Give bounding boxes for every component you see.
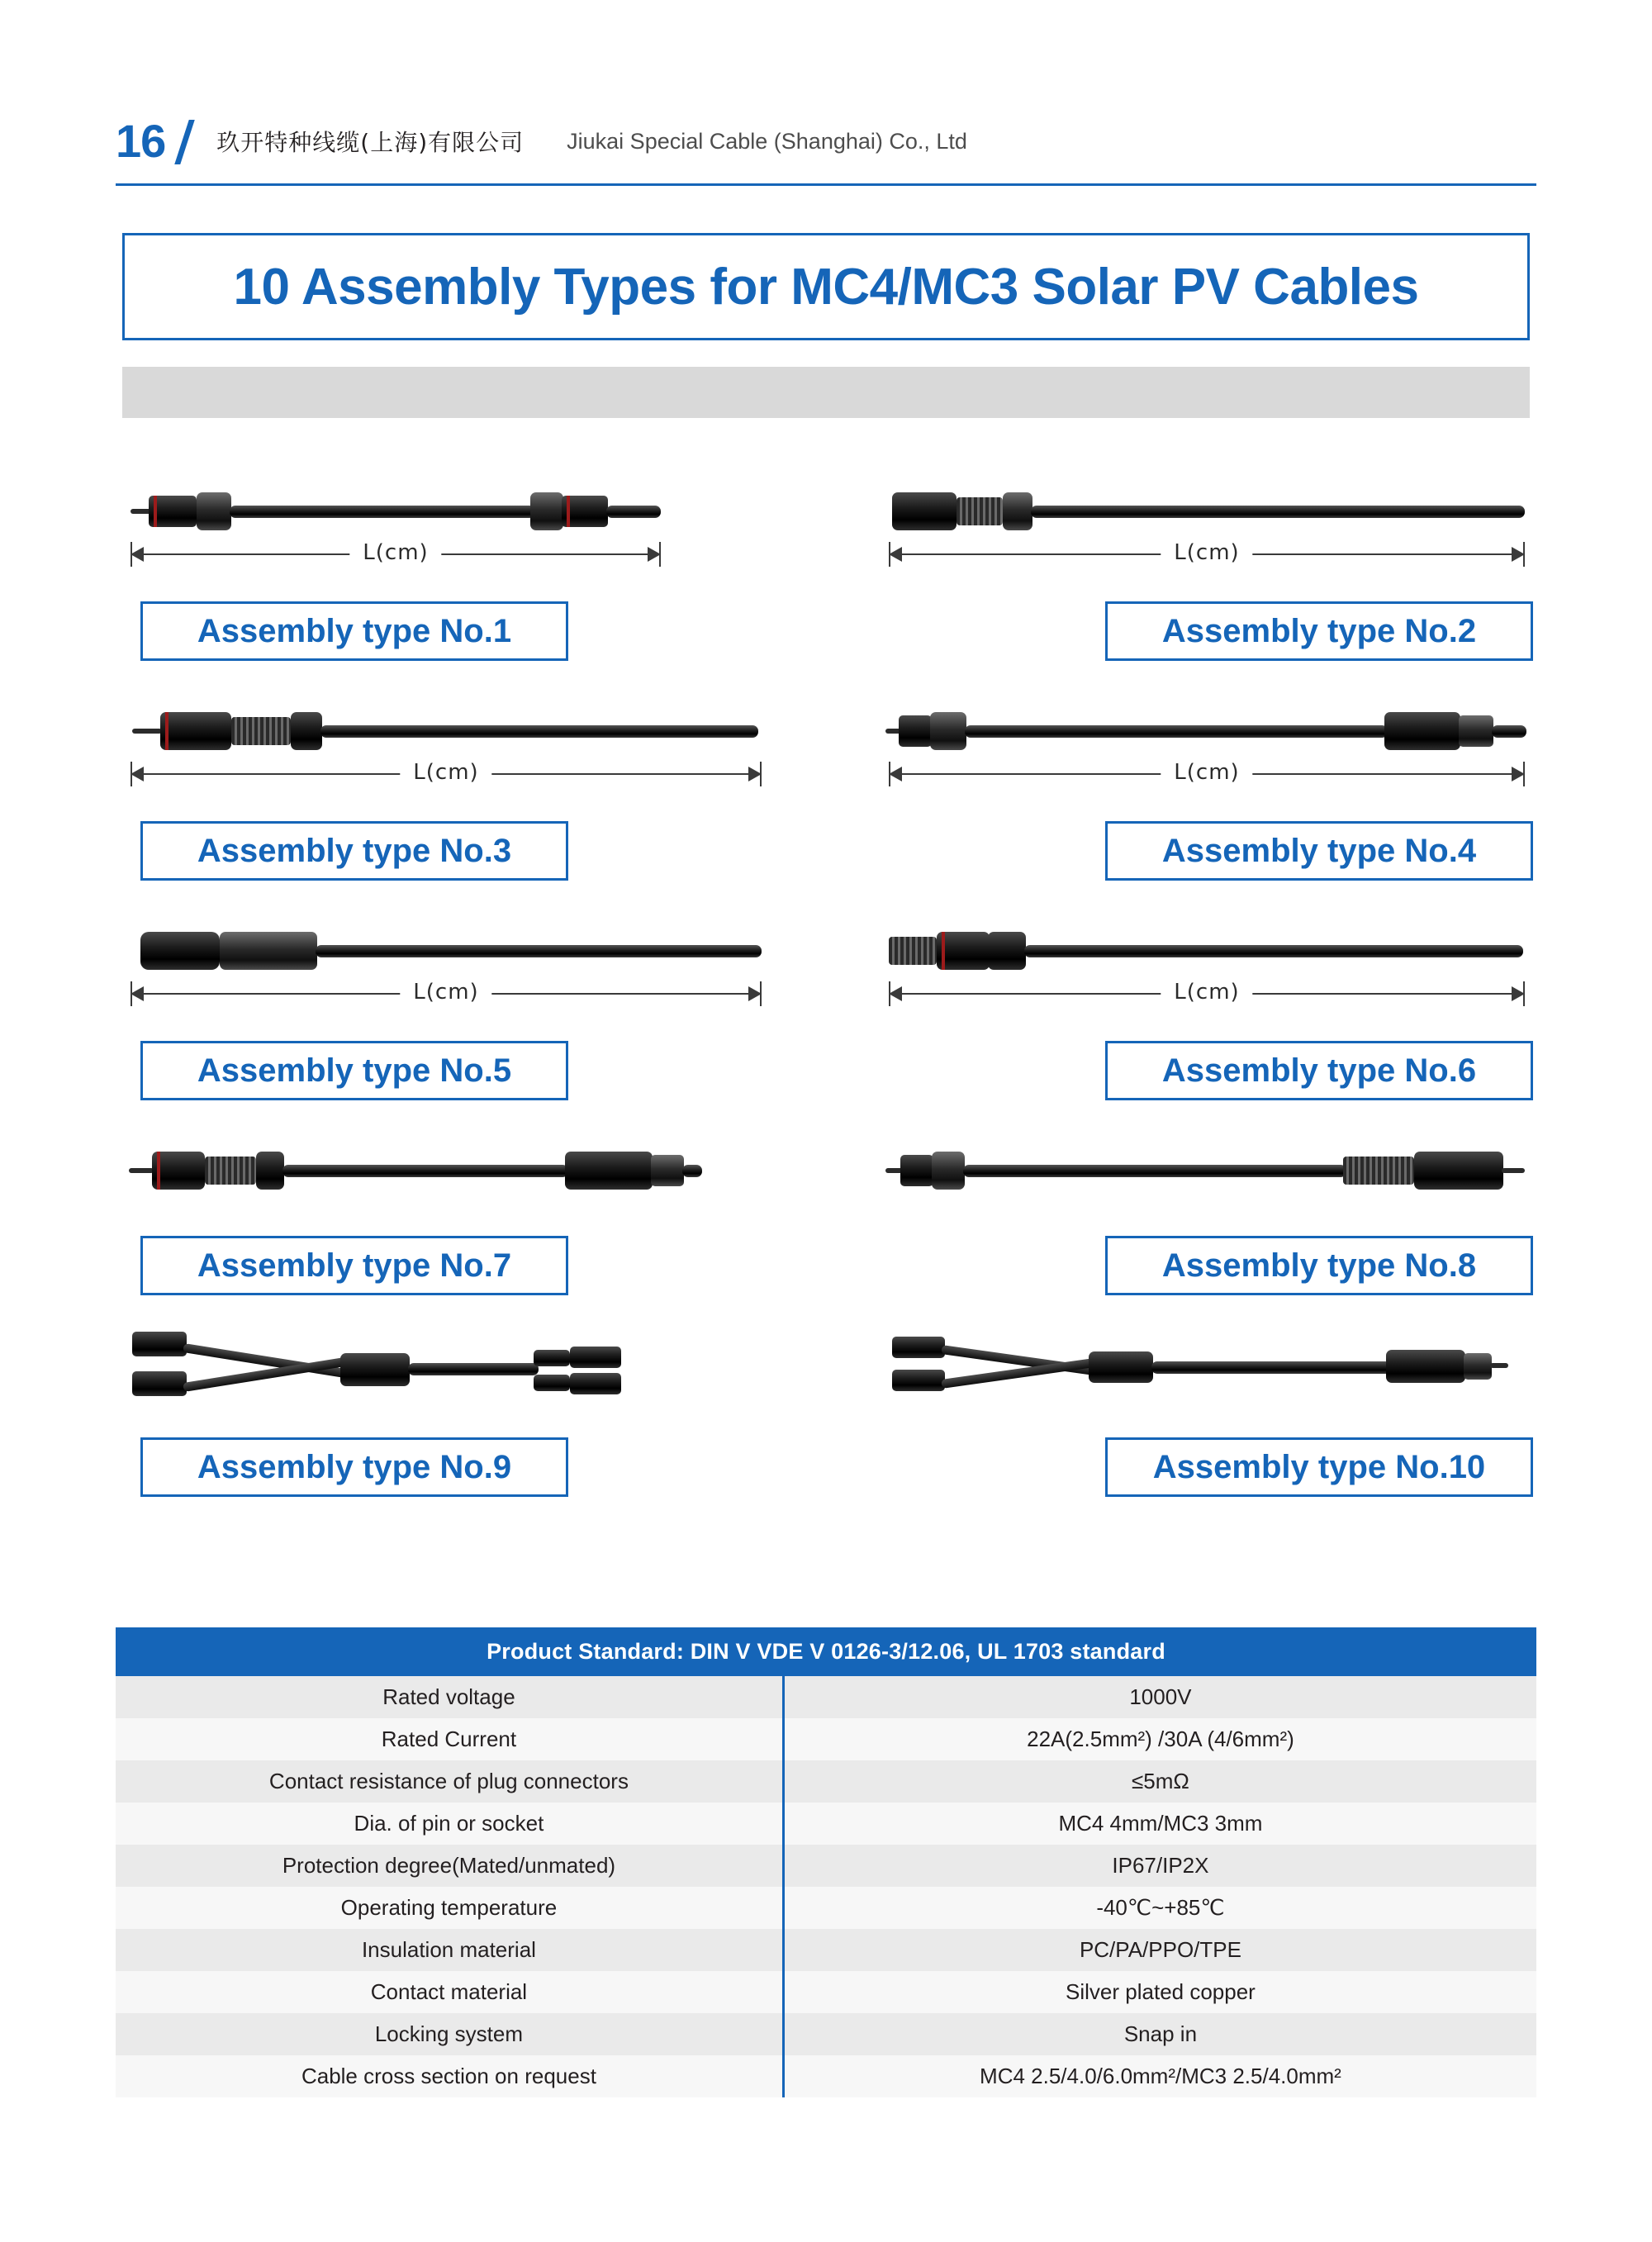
spec-param: Dia. of pin or socket <box>116 1803 783 1845</box>
assembly-cell-6 <box>881 910 1533 1130</box>
spec-param: Rated voltage <box>116 1676 783 1718</box>
assembly-label-5: Assembly type No.5 <box>197 1052 512 1089</box>
page-number: 16 <box>116 115 166 167</box>
assembly-row <box>124 691 1533 910</box>
assembly-cell-9 <box>124 1325 776 1527</box>
spec-param: Operating temperature <box>116 1887 783 1929</box>
assembly-figure-9 <box>124 1325 776 1429</box>
table-header-title: Product Standard: DIN V VDE V 0126-3/12.06, UL 1703 standard <box>116 1627 1536 1676</box>
spec-param: Contact resistance of plug connectors <box>116 1760 783 1803</box>
spec-param: Insulation material <box>116 1929 783 1971</box>
assembly-row <box>124 910 1533 1130</box>
assembly-label-box-5 <box>140 1041 568 1100</box>
dimension-line-1 <box>131 540 661 570</box>
table-row <box>116 2055 1536 2097</box>
dimension-label: L(cm) <box>400 760 491 785</box>
spec-value: Silver plated copper <box>783 1971 1536 2013</box>
spec-param: Protection degree(Mated/unmated) <box>116 1845 783 1887</box>
assembly-label-box-1 <box>140 601 568 661</box>
table-row <box>116 1845 1536 1887</box>
spec-param: Contact material <box>116 1971 783 2013</box>
assembly-figure-3 <box>124 691 776 813</box>
spec-value: MC4 2.5/4.0/6.0mm²/MC3 2.5/4.0mm² <box>783 2055 1536 2097</box>
table-header-row <box>116 1627 1536 1676</box>
table-row <box>116 1887 1536 1929</box>
company-name-cn: 玖开特种线缆(上海)有限公司 <box>216 129 525 156</box>
assembly-figure-6 <box>881 910 1533 1033</box>
assembly-cell-2 <box>881 471 1533 691</box>
spec-value: IP67/IP2X <box>783 1845 1536 1887</box>
assembly-figure-2 <box>881 471 1533 593</box>
spec-param: Rated Current <box>116 1718 783 1760</box>
page-title-box <box>122 233 1530 340</box>
spec-value: ≤5mΩ <box>783 1760 1536 1803</box>
table-row <box>116 1929 1536 1971</box>
assembly-label-6: Assembly type No.6 <box>1161 1052 1477 1089</box>
assembly-label-3: Assembly type No.3 <box>197 832 512 869</box>
assembly-label-box-10 <box>1105 1437 1533 1497</box>
assembly-label-4: Assembly type No.4 <box>1161 832 1477 869</box>
specification-table <box>116 1627 1536 2097</box>
table-row <box>116 1803 1536 1845</box>
assembly-figure-5 <box>124 910 776 1033</box>
spec-value: PC/PA/PPO/TPE <box>783 1929 1536 1971</box>
dimension-label: L(cm) <box>1161 980 1252 1005</box>
assembly-label-box-4 <box>1105 821 1533 881</box>
assembly-label-box-9 <box>140 1437 568 1497</box>
page-header <box>116 106 1536 177</box>
dimension-line-2 <box>889 540 1525 570</box>
assembly-cell-1 <box>124 471 776 691</box>
dimension-line-5 <box>131 980 762 1009</box>
assembly-label-7: Assembly type No.7 <box>197 1247 512 1284</box>
dimension-line-3 <box>131 760 762 790</box>
assembly-row <box>124 1325 1533 1527</box>
spec-value: MC4 4mm/MC3 3mm <box>783 1803 1536 1845</box>
slash-divider-icon <box>173 120 198 163</box>
assembly-figure-10 <box>881 1325 1533 1429</box>
assembly-label-box-3 <box>140 821 568 881</box>
assembly-label-10: Assembly type No.10 <box>1152 1448 1486 1485</box>
header-rule <box>116 183 1536 186</box>
spec-param: Cable cross section on request <box>116 2055 783 2097</box>
assembly-grid <box>124 471 1533 1527</box>
dimension-label: L(cm) <box>1161 760 1252 785</box>
assembly-cell-4 <box>881 691 1533 910</box>
dimension-label: L(cm) <box>400 980 491 1005</box>
assembly-cell-8 <box>881 1130 1533 1325</box>
assembly-cell-3 <box>124 691 776 910</box>
assembly-figure-4 <box>881 691 1533 813</box>
assembly-row <box>124 1130 1533 1325</box>
assembly-label-1: Assembly type No.1 <box>197 612 512 649</box>
table-row <box>116 2013 1536 2055</box>
assembly-label-box-6 <box>1105 1041 1533 1100</box>
spec-value: -40℃~+85℃ <box>783 1887 1536 1929</box>
title-shadow-band <box>122 367 1530 418</box>
assembly-cell-7 <box>124 1130 776 1325</box>
assembly-label-box-8 <box>1105 1236 1533 1295</box>
assembly-label-box-2 <box>1105 601 1533 661</box>
spec-param: Locking system <box>116 2013 783 2055</box>
assembly-figure-8 <box>881 1130 1533 1228</box>
table-row <box>116 1676 1536 1718</box>
assembly-label-2: Assembly type No.2 <box>1161 612 1477 649</box>
assembly-figure-1 <box>124 471 776 593</box>
page-title: 10 Assembly Types for MC4/MC3 Solar PV Cables <box>233 258 1419 316</box>
assembly-label-8: Assembly type No.8 <box>1161 1247 1477 1284</box>
spec-value: 22A(2.5mm²) /30A (4/6mm²) <box>783 1718 1536 1760</box>
assembly-row <box>124 471 1533 691</box>
table-row <box>116 1760 1536 1803</box>
assembly-cell-5 <box>124 910 776 1130</box>
table-row <box>116 1971 1536 2013</box>
company-name-en: Jiukai Special Cable (Shanghai) Co., Ltd <box>567 128 967 154</box>
dimension-line-4 <box>889 760 1525 790</box>
spec-value: 1000V <box>783 1676 1536 1718</box>
dimension-line-6 <box>889 980 1525 1009</box>
assembly-label-box-7 <box>140 1236 568 1295</box>
table-row <box>116 1718 1536 1760</box>
spec-value: Snap in <box>783 2013 1536 2055</box>
assembly-cell-10 <box>881 1325 1533 1527</box>
dimension-label: L(cm) <box>1161 540 1252 565</box>
dimension-label: L(cm) <box>349 540 441 565</box>
assembly-label-9: Assembly type No.9 <box>197 1448 512 1485</box>
assembly-figure-7 <box>124 1130 776 1228</box>
